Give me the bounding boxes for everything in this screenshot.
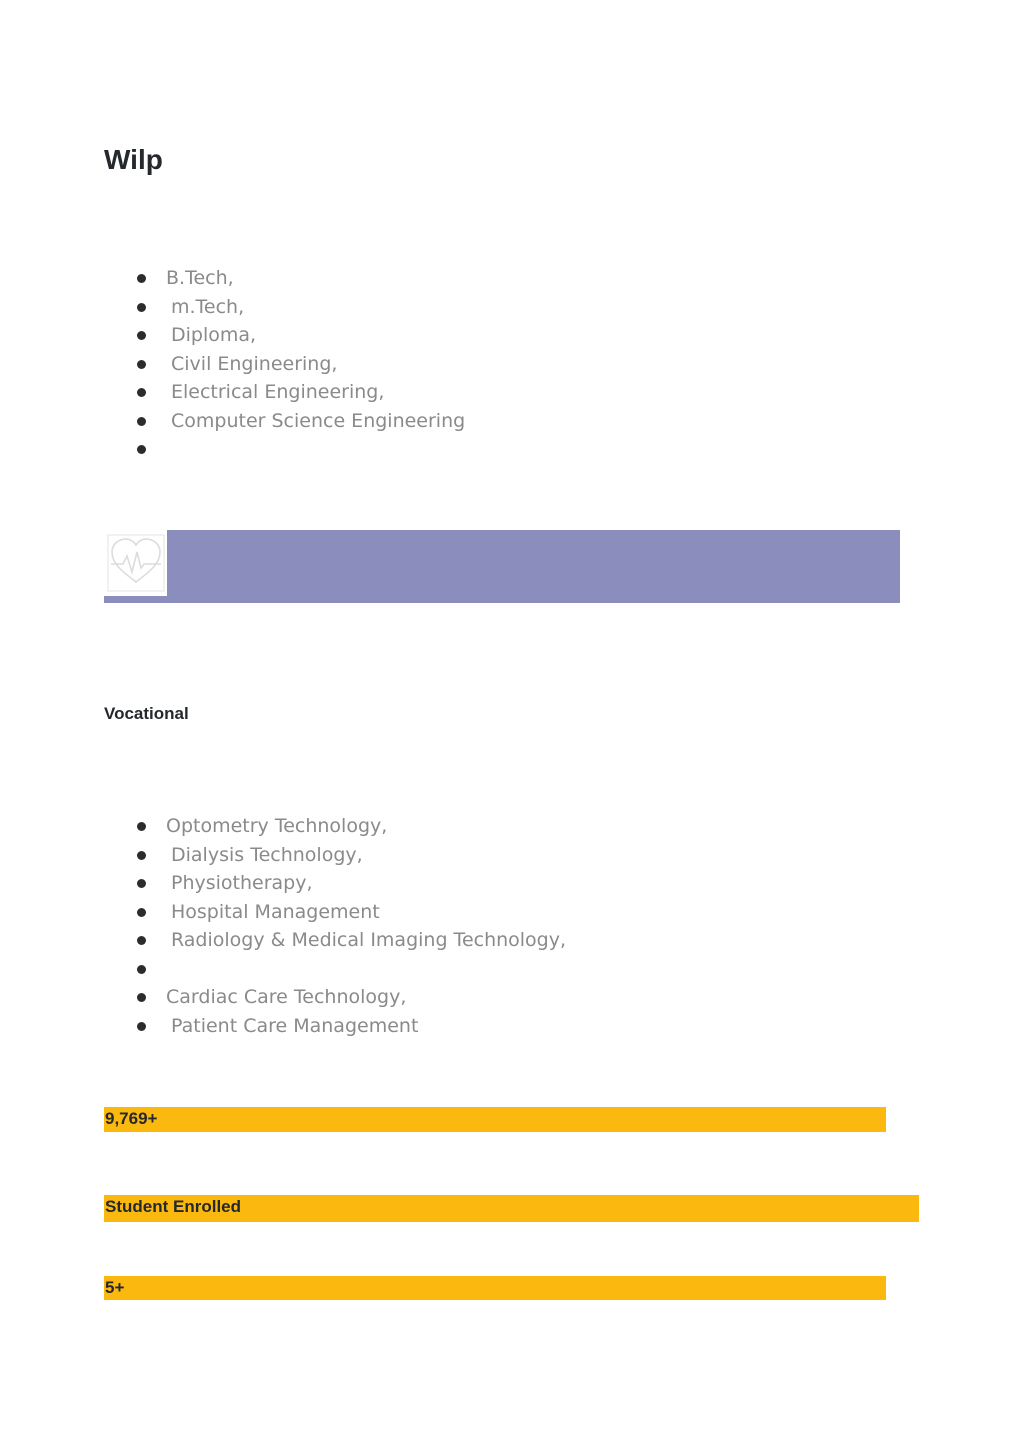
page-title: Wilp [104, 144, 163, 175]
heartbeat-icon [104, 530, 167, 596]
bullet-icon [137, 1022, 146, 1031]
list-item-label: Computer Science Engineering [171, 409, 466, 432]
list-item [134, 435, 465, 464]
bullet-icon [137, 274, 146, 283]
list-item-label: Physiotherapy, [171, 872, 313, 894]
list-item [134, 350, 465, 379]
category-banner [104, 530, 900, 603]
list-item [134, 841, 566, 870]
students-count: 9,769+ [104, 1107, 886, 1132]
bullet-icon [137, 331, 146, 340]
list-item [134, 812, 566, 841]
students-label: Student Enrolled [104, 1195, 919, 1222]
list-item-label: Hospital Management [171, 900, 380, 923]
bullet-icon [137, 879, 146, 888]
bullet-icon [137, 851, 146, 860]
bullet-icon [137, 993, 146, 1002]
vocational-heading: Vocational [104, 704, 189, 723]
stat-count: 5+ [104, 1276, 886, 1300]
bullet-icon [137, 822, 146, 831]
bullet-icon [137, 908, 146, 917]
list-item [134, 869, 566, 898]
list-item [134, 955, 566, 984]
bullet-icon [137, 445, 146, 454]
list-item-label: Dialysis Technology, [171, 843, 363, 866]
list-item [134, 378, 465, 407]
list-item-label: Cardiac Care Technology, [166, 986, 407, 1008]
bullet-icon [137, 417, 146, 426]
vocational-list [134, 812, 566, 1040]
bullet-icon [137, 303, 146, 312]
list-item [134, 898, 566, 927]
list-item-label: m.Tech, [171, 295, 245, 318]
list-item-label: Radiology & Medical Imaging Technology, [171, 929, 567, 951]
list-item [134, 407, 465, 436]
bullet-icon [137, 965, 146, 974]
programs-list [134, 264, 465, 464]
list-item-label: Optometry Technology, [166, 815, 388, 837]
list-item-label: Electrical Engineering, [171, 381, 385, 403]
list-item [134, 264, 465, 293]
list-item [134, 926, 566, 955]
list-item [134, 293, 465, 322]
bullet-icon [137, 936, 146, 945]
list-item [134, 983, 566, 1012]
list-item-label: Civil Engineering, [171, 352, 338, 375]
bullet-icon [137, 360, 146, 369]
list-item [134, 1012, 566, 1041]
list-item [134, 321, 465, 350]
list-item-label: B.Tech, [166, 267, 234, 289]
list-item-label: Patient Care Management [171, 1014, 419, 1037]
list-item-label: Diploma, [171, 324, 257, 346]
bullet-icon [137, 388, 146, 397]
